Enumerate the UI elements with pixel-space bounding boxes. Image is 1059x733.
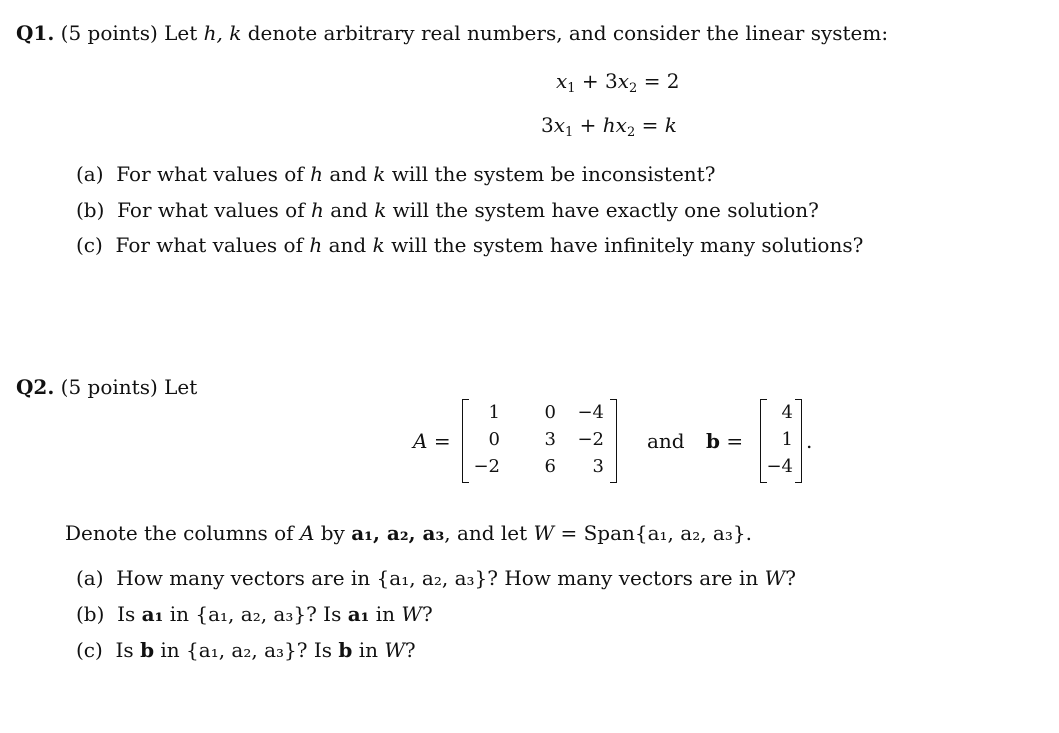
- vector-b-right-bracket: [795, 399, 802, 483]
- q2-part-b-w: W: [401, 602, 422, 626]
- q1-part-a-label: (a): [76, 162, 104, 186]
- q2-denote-line: [65, 523, 752, 543]
- eq2-sub2: 2: [626, 125, 636, 140]
- q2-part-b-label: (b): [76, 602, 105, 626]
- q2-part-c-w: W: [384, 638, 405, 662]
- q2-part-c-b: b: [140, 638, 155, 662]
- eq1-x2: x: [617, 69, 630, 93]
- q2-part-b-in: in: [375, 602, 396, 626]
- matrix-a-cell: 3: [592, 456, 604, 477]
- q1-part-b-k: k: [374, 198, 387, 222]
- q2-part-c: [76, 640, 416, 660]
- matrix-a-equals: =: [433, 429, 451, 453]
- q1-part-b-h: h: [310, 198, 324, 222]
- q2-part-b-is: Is: [117, 602, 136, 626]
- q2-part-c-text: in {a₁, a₂, a₃}? Is: [160, 638, 332, 662]
- q2-intro: Let: [164, 375, 198, 399]
- q1-part-a-h: h: [310, 162, 323, 186]
- matrix-a-right-bracket: [610, 399, 617, 483]
- matrix-a: [462, 399, 622, 483]
- matrix-a-cell: 0: [488, 429, 500, 450]
- vector-b-equals: =: [726, 429, 744, 453]
- q1-part-a-post: will the system be inconsistent?: [391, 162, 716, 186]
- q1-part-c-k: k: [372, 233, 385, 257]
- q2-denote-by: by: [320, 521, 345, 545]
- eq2-plus: +: [579, 113, 597, 137]
- eq2-sub1: 1: [565, 125, 574, 140]
- vector-b-symbol: b: [706, 429, 720, 453]
- q2-part-a-end: ?: [785, 566, 796, 590]
- q2-points: (5 points): [60, 375, 158, 399]
- q1-statement: [16, 23, 888, 43]
- q1-equation-1: [556, 69, 680, 96]
- q2-denote-columns: a₁, a₂, a₃: [351, 521, 445, 545]
- eq2-x2: x: [615, 113, 627, 137]
- q1-intro-post: denote arbitrary real numbers, and consider the linear system:: [247, 21, 889, 45]
- q1-points: (5 points): [60, 21, 158, 45]
- q2-part-b: [76, 604, 433, 624]
- q1-part-b-and: and: [330, 198, 368, 222]
- matrix-a-cell: −2: [473, 456, 500, 477]
- eq1-x1: x: [556, 69, 568, 93]
- q2-part-a-label: (a): [76, 566, 104, 590]
- matrix-a-cell: 1: [488, 402, 500, 423]
- matrix-a-cell: 6: [544, 456, 556, 477]
- q1-part-b-post: will the system have exactly one solution?: [392, 198, 819, 222]
- q2-part-c-in: in: [358, 638, 378, 662]
- matrix-a-cell: 3: [544, 429, 556, 450]
- q1-part-b-label: (b): [76, 198, 105, 222]
- q2-denote-a: A: [299, 521, 315, 545]
- q2-denote-w: W: [533, 521, 555, 545]
- q1-part-a-and: and: [329, 162, 367, 186]
- vector-b-period: .: [806, 429, 813, 453]
- q1-part-c: [76, 235, 863, 255]
- vector-b: [760, 399, 813, 483]
- q2-part-b-a1: a₁: [141, 602, 164, 626]
- q2-statement: [16, 377, 197, 397]
- eq1-sub1: 1: [567, 81, 576, 96]
- eq2-eq: =: [641, 113, 659, 137]
- q1-part-c-h: h: [309, 233, 323, 257]
- q1-intro-pre: Let: [164, 21, 198, 45]
- q1-part-c-and: and: [328, 233, 367, 257]
- matrix-a-cell: 0: [544, 402, 556, 423]
- vector-b-cell: 4: [781, 402, 793, 423]
- eq2-coef: 3: [541, 113, 554, 137]
- q2-part-a: [76, 568, 796, 588]
- eq1-sub2: 2: [629, 81, 638, 96]
- q1-part-b: [76, 200, 819, 220]
- q1-part-a: [76, 164, 715, 184]
- q2-denote-pre: Denote the columns of: [65, 521, 294, 545]
- matrix-a-label: [413, 431, 451, 451]
- eq1-plus: + 3: [581, 69, 618, 93]
- q1-label: Q1.: [16, 21, 55, 45]
- q1-part-c-label: (c): [76, 233, 103, 257]
- eq1-rhs: = 2: [643, 69, 680, 93]
- q2-part-c-is: Is: [115, 638, 134, 662]
- q2-part-a-w: W: [764, 566, 786, 590]
- q1-equation-2: [541, 113, 677, 140]
- q1-part-c-pre: For what values of: [115, 233, 303, 257]
- q1-part-c-post: will the system have infinitely many solutions?: [391, 233, 864, 257]
- q2-part-a-text: How many vectors are in {a₁, a₂, a₃}? How many vectors are in: [116, 566, 759, 590]
- matrix-and-text: and: [647, 429, 685, 453]
- matrix-a-cell: −2: [577, 429, 604, 450]
- q1-part-a-k: k: [373, 162, 386, 186]
- eq2-x1: x: [553, 113, 566, 137]
- q2-denote-span: = Span{a₁, a₂, a₃}.: [560, 521, 752, 545]
- matrix-a-symbol: A: [413, 429, 428, 453]
- vector-b-cell: 1: [781, 429, 793, 450]
- vector-b-label: [706, 431, 743, 451]
- q1-part-a-pre: For what values of: [116, 162, 304, 186]
- q2-part-b-end: ?: [421, 602, 433, 626]
- q2-part-b-text: in {a₁, a₂, a₃}? Is: [169, 602, 342, 626]
- q2-part-c-end: ?: [404, 638, 416, 662]
- q2-part-c-b-second: b: [338, 638, 353, 662]
- q1-vars: h, k: [203, 21, 242, 45]
- vector-b-cell: −4: [766, 456, 793, 477]
- q2-part-b-a1-second: a₁: [347, 602, 370, 626]
- q2-label: Q2.: [16, 375, 55, 399]
- q1-part-b-pre: For what values of: [117, 198, 305, 222]
- q2-denote-mid: , and let: [444, 521, 528, 545]
- matrix-a-cell: −4: [577, 402, 604, 423]
- eq2-k: k: [664, 113, 677, 137]
- q2-part-c-label: (c): [76, 638, 103, 662]
- eq2-h: h: [602, 113, 616, 137]
